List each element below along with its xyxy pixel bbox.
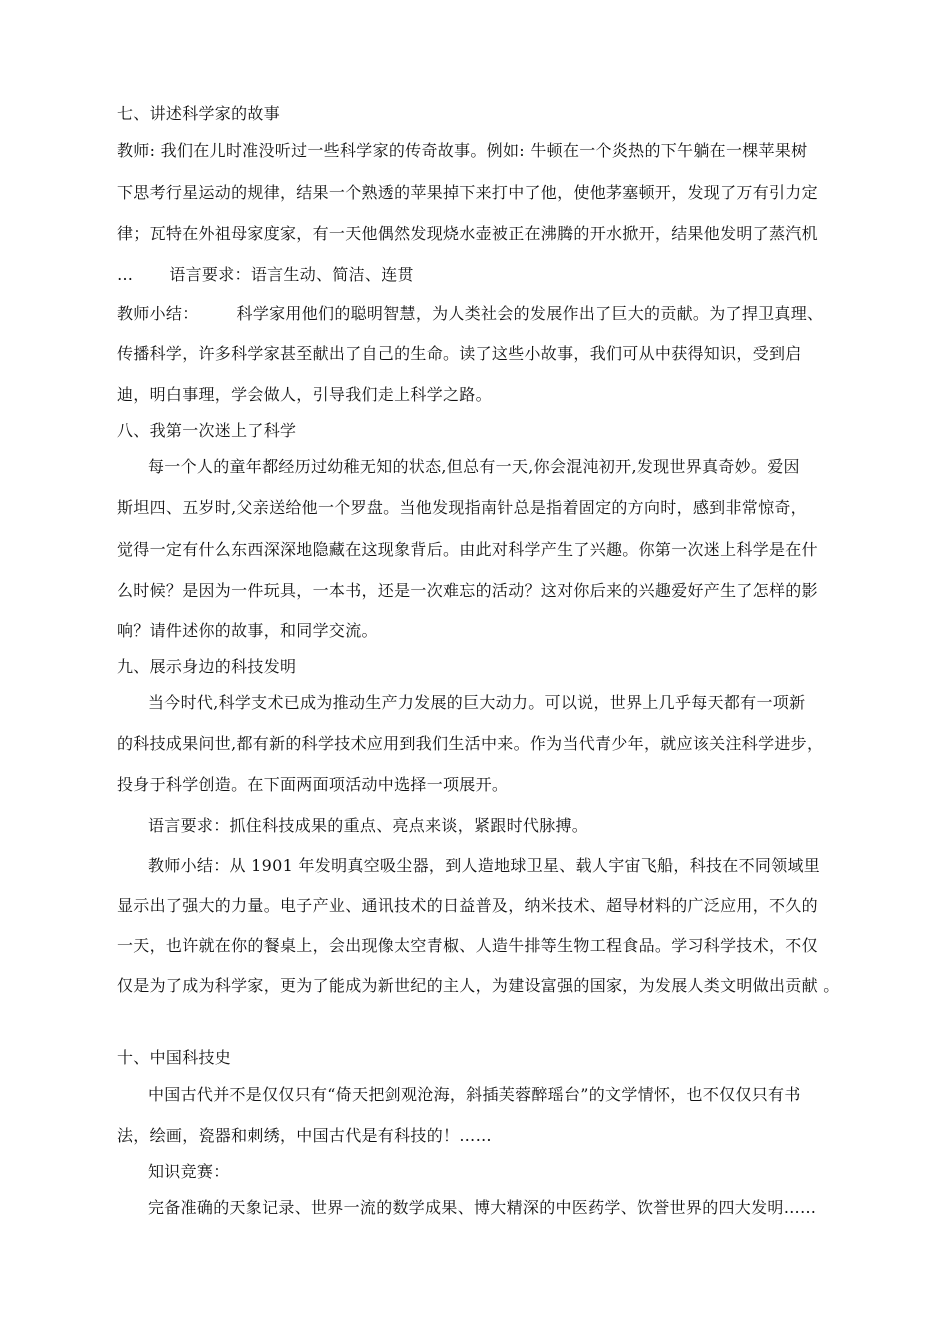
section-9-heading: 九、展示身边的科技发明 bbox=[117, 657, 297, 676]
paragraph-line: 显示出了强大的力量。电子产业、通讯技术的日益普及，纳米技术、超导材料的广泛应用，不久的 bbox=[117, 896, 818, 915]
paragraph-line: 律；瓦特在外祖母家度家，有一天他偶然发现烧水壶被正在沸腾的开水掀开，结果他发明了蒸汽机 bbox=[117, 224, 818, 243]
language-requirement: 语言要求：语言生动、简洁、连贯 bbox=[169, 265, 414, 284]
summary-label: 教师小结： bbox=[117, 304, 199, 323]
paragraph-line: 中国古代并不是仅仅只有“倚天把剑观沧海，斜插芙蓉醉瑶台”的文学情怀，也不仅仅只有书 bbox=[148, 1085, 801, 1104]
paragraph-line: 当今时代,科学支术已成为推动生产力发展的巨大动力。可以说，世界上几乎每天都有一项新 bbox=[148, 693, 806, 712]
section-10-heading: 十、中国科技史 bbox=[117, 1048, 232, 1067]
ellipsis-and-requirement bbox=[117, 262, 414, 285]
teacher-summary-line bbox=[117, 301, 823, 324]
paragraph-line: 响？请件述你的故事，和同学交流。 bbox=[117, 621, 378, 640]
quiz-label: 知识竞赛： bbox=[148, 1162, 230, 1181]
teacher-summary-line: 教师小结：从 1901 年发明真空吸尘器，到人造地球卫星、载人宇宙飞船，科技在不同领域里 bbox=[148, 856, 821, 875]
language-requirement: 语言要求：抓住科技成果的重点、亮点来谈，紧跟时代脉搏。 bbox=[148, 816, 589, 835]
paragraph-line: 下思考行星运动的规律，结果一个熟透的苹果掉下来打中了他，使他茅塞顿开，发现了万有引力定 bbox=[117, 183, 818, 202]
ellipsis: … bbox=[117, 265, 134, 284]
paragraph-line: 么时候？是因为一件玩具，一本书，还是一次难忘的活动？这对你后来的兴趣爱好产生了怎样的影 bbox=[117, 581, 818, 600]
paragraph-line: 斯坦四、五岁时,父亲送给他一个罗盘。当他发现指南针总是指着固定的方向时，感到非常惊奇， bbox=[117, 498, 807, 517]
quiz-text: 完备准确的天象记录、世界一流的数学成果、博大精深的中医药学、饮誉世界的四大发明…… bbox=[148, 1198, 817, 1217]
section-7-heading: 七、讲述科学家的故事 bbox=[117, 104, 281, 123]
paragraph-line: 迪，明白事理，学会做人，引导我们走上科学之路。 bbox=[117, 385, 492, 404]
section-8-heading: 八、我第一次迷上了科学 bbox=[117, 421, 297, 440]
paragraph-line: 投身于科学创造。在下面两面项活动中选择一项展开。 bbox=[117, 775, 509, 794]
paragraph-line: 传播科学，许多科学家甚至献出了自己的生命。读了这些小故事，我们可从中获得知识，受到启 bbox=[117, 344, 802, 363]
paragraph-line: 的科技成果问世,都有新的科学技术应用到我们生活中来。作为当代青少年，就应该关注科学进步， bbox=[117, 734, 824, 753]
paragraph-line: 每一个人的童年都经历过幼稚无知的状态,但总有一天,你会混沌初开,发现世界真奇妙。爱因 bbox=[148, 457, 800, 476]
paragraph-line: 觉得一定有什么东西深深地隐藏在这现象背后。由此对科学产生了兴趣。你第一次迷上科学是在什 bbox=[117, 540, 818, 559]
summary-text: 科学家用他们的聪明智慧，为人类社会的发展作出了巨大的贡献。为了捍卫真理、 bbox=[236, 304, 824, 323]
paragraph-line: 一天，也许就在你的餐桌上，会出现像太空青椒、人造牛排等生物工程食品。学习科学技术，不仅 bbox=[117, 936, 818, 955]
paragraph-line: 教师: 我们在儿时准没听过一些科学家的传奇故事。例如: 牛顿在一个炎热的下午躺在一棵苹果树 bbox=[117, 141, 808, 160]
paragraph-line: 仅是为了成为科学家，更为了能成为新世纪的主人，为建设富强的国家，为发展人类文明做出贡献 。 bbox=[117, 976, 840, 995]
paragraph-line: 法，绘画，瓷器和刺绣，中国古代是有科技的！…… bbox=[117, 1126, 492, 1145]
